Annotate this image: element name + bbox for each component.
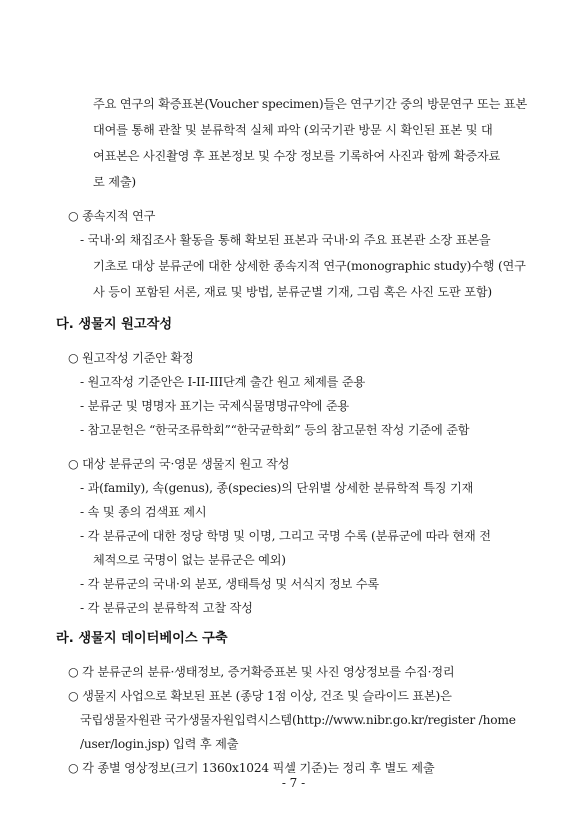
database-item-1: ○ 각 분류군의 분류·생태정보, 증거확증표본 및 사진 영상정보를 수집·정리 [68, 665, 455, 679]
manuscript-item-5: - 각 분류군의 분류학적 고찰 작성 [80, 601, 253, 615]
criteria-item-2: - 분류군 및 명명자 표기는 국제식물명명규약에 준용 [80, 399, 349, 413]
manuscript-bullet: ○ 대상 분류군의 국·영문 생물지 원고 작성 [68, 457, 290, 471]
manuscript-item-2: - 속 및 종의 검색표 제시 [80, 505, 207, 519]
page-number: - 7 - [281, 776, 306, 790]
criteria-bullet: ○ 원고작성 기준안 확정 [68, 351, 194, 365]
voucher-paragraph-line-1: 주요 연구의 확증표본(Voucher specimen)들은 연구기간 중의 방문연구 또는 표본 [93, 97, 528, 111]
section-heading-da: 다. 생물지 원고작성 [56, 317, 173, 332]
monograph-item-line-2: 기초로 대상 분류군에 대한 상세한 종속지적 연구(monographic study)수행 (연구 [93, 259, 526, 273]
database-item-3: ○ 각 종별 영상정보(크기 1360x1024 픽셀 기준)는 정리 후 별도 제출 [68, 761, 435, 775]
criteria-item-3: - 참고문헌은 “한국조류학회”“한국균학회” 등의 참고문헌 작성 기준에 준함 [80, 423, 470, 437]
section-heading-ra: 라. 생물지 데이터베이스 구축 [56, 631, 228, 646]
manuscript-item-1: - 과(family), 속(genus), 종(species)의 단위별 상세한 분류학적 특징 기재 [80, 481, 474, 495]
voucher-paragraph-line-2: 대여를 통해 관찰 및 분류학적 실체 파악 (외국기관 방문 시 확인된 표본 및 대 [93, 123, 493, 137]
criteria-item-1: - 원고작성 기준안은 I-II-III단계 출간 원고 체제를 준용 [80, 375, 366, 389]
manuscript-item-3: - 각 분류군에 대한 정당 학명 및 이명, 그리고 국명 수록 (분류군에 따라 현재 전 [80, 529, 491, 543]
monograph-item-line-3: 사 등이 포함된 서론, 재료 및 방법, 분류군별 기재, 그림 혹은 사진 도판 포함) [93, 285, 492, 299]
monograph-item-line-1: - 국내·외 채집조사 활동을 통해 확보된 표본과 국내·외 주요 표본관 소장 표본을 [80, 233, 491, 247]
manuscript-item-4: - 각 분류군의 국내·외 분포, 생태특성 및 서식지 정보 수록 [80, 577, 379, 591]
database-item-2: ○ 생물지 사업으로 확보된 표본 (종당 1점 이상, 건조 및 슬라이드 표본)은 [68, 689, 452, 703]
voucher-paragraph-line-3: 여표본은 사진촬영 후 표본정보 및 수장 정보를 기록하여 사진과 함께 확증자료 [93, 149, 501, 163]
database-item-2-continued-1: 국립생물자원관 국가생물자원입력시스템(http://www.nibr.go.kr/register /home [80, 713, 516, 727]
monograph-bullet: ○ 종속지적 연구 [68, 209, 156, 223]
voucher-paragraph-line-4: 로 제출) [93, 175, 136, 189]
manuscript-item-3-continued: 체적으로 국명이 없는 분류군은 예외) [93, 553, 286, 567]
database-item-2-continued-2: /user/login.jsp) 입력 후 제출 [80, 737, 239, 751]
